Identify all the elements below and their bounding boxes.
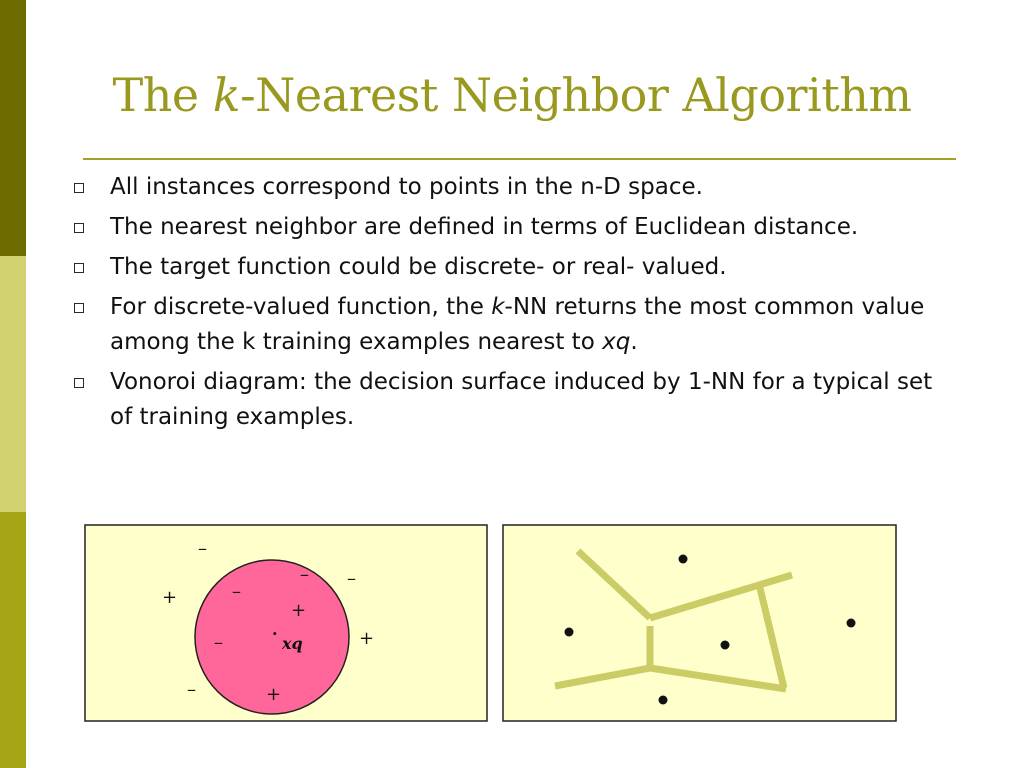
plus-label: + [266, 684, 282, 705]
square-bullet-icon [74, 378, 84, 388]
bullet-item [70, 210, 950, 245]
voronoi-site [659, 696, 668, 705]
minus-label: – [214, 632, 223, 653]
voronoi-site [679, 555, 688, 564]
slide-title [0, 68, 1024, 122]
bullet-k: k [491, 294, 505, 320]
square-bullet-icon [74, 303, 84, 313]
sidebar-stripe-light [0, 256, 26, 512]
sidebar-stripe-dark [0, 0, 26, 256]
knn-figure [84, 524, 488, 722]
voronoi-site [847, 619, 856, 628]
minus-label: – [232, 581, 241, 602]
bullet-item [70, 290, 950, 360]
sidebar-stripe-mid [0, 512, 26, 768]
bullet-text: The target function could be discrete- or real- valued. [110, 254, 727, 280]
square-bullet-icon [74, 223, 84, 233]
title-suffix: -Nearest Neighbor Algorithm [240, 68, 912, 122]
bullet-list [70, 170, 950, 440]
bullet-text: The nearest neighbor are defined in terms of Euclidean distance. [110, 214, 859, 240]
title-prefix: The [112, 68, 213, 122]
plus-label: + [291, 600, 307, 621]
square-bullet-icon [74, 183, 84, 193]
voronoi-diagram [502, 524, 897, 722]
voronoi-frame [503, 525, 896, 721]
plus-label: + [162, 587, 178, 608]
bullet-text: All instances correspond to points in the n-D space. [110, 174, 703, 200]
bullet-item [70, 250, 950, 285]
bullet-item [70, 365, 950, 435]
query-point-dot: . [272, 620, 278, 639]
title-divider [83, 158, 956, 160]
bullet-xq: xq [602, 329, 631, 355]
voronoi-site [565, 628, 574, 637]
bullet-item [70, 170, 950, 205]
bullet-text: Vonoroi diagram: the decision surface induced by 1-NN for a typical set of training examples. [110, 369, 933, 430]
bullet-text-mid: -NN returns the most common value among the k training examples nearest to [110, 294, 925, 355]
minus-label: – [187, 679, 196, 700]
minus-label: – [347, 568, 356, 589]
bullet-text-pre: For discrete-valued function, the [110, 294, 492, 320]
plus-label: + [359, 628, 375, 649]
minus-label: – [198, 538, 207, 559]
bullet-text-end: . [630, 329, 638, 355]
minus-label: – [300, 564, 309, 585]
square-bullet-icon [74, 263, 84, 273]
voronoi-site [721, 641, 730, 650]
title-k: k [212, 68, 241, 122]
query-point-label: xq [282, 634, 303, 653]
